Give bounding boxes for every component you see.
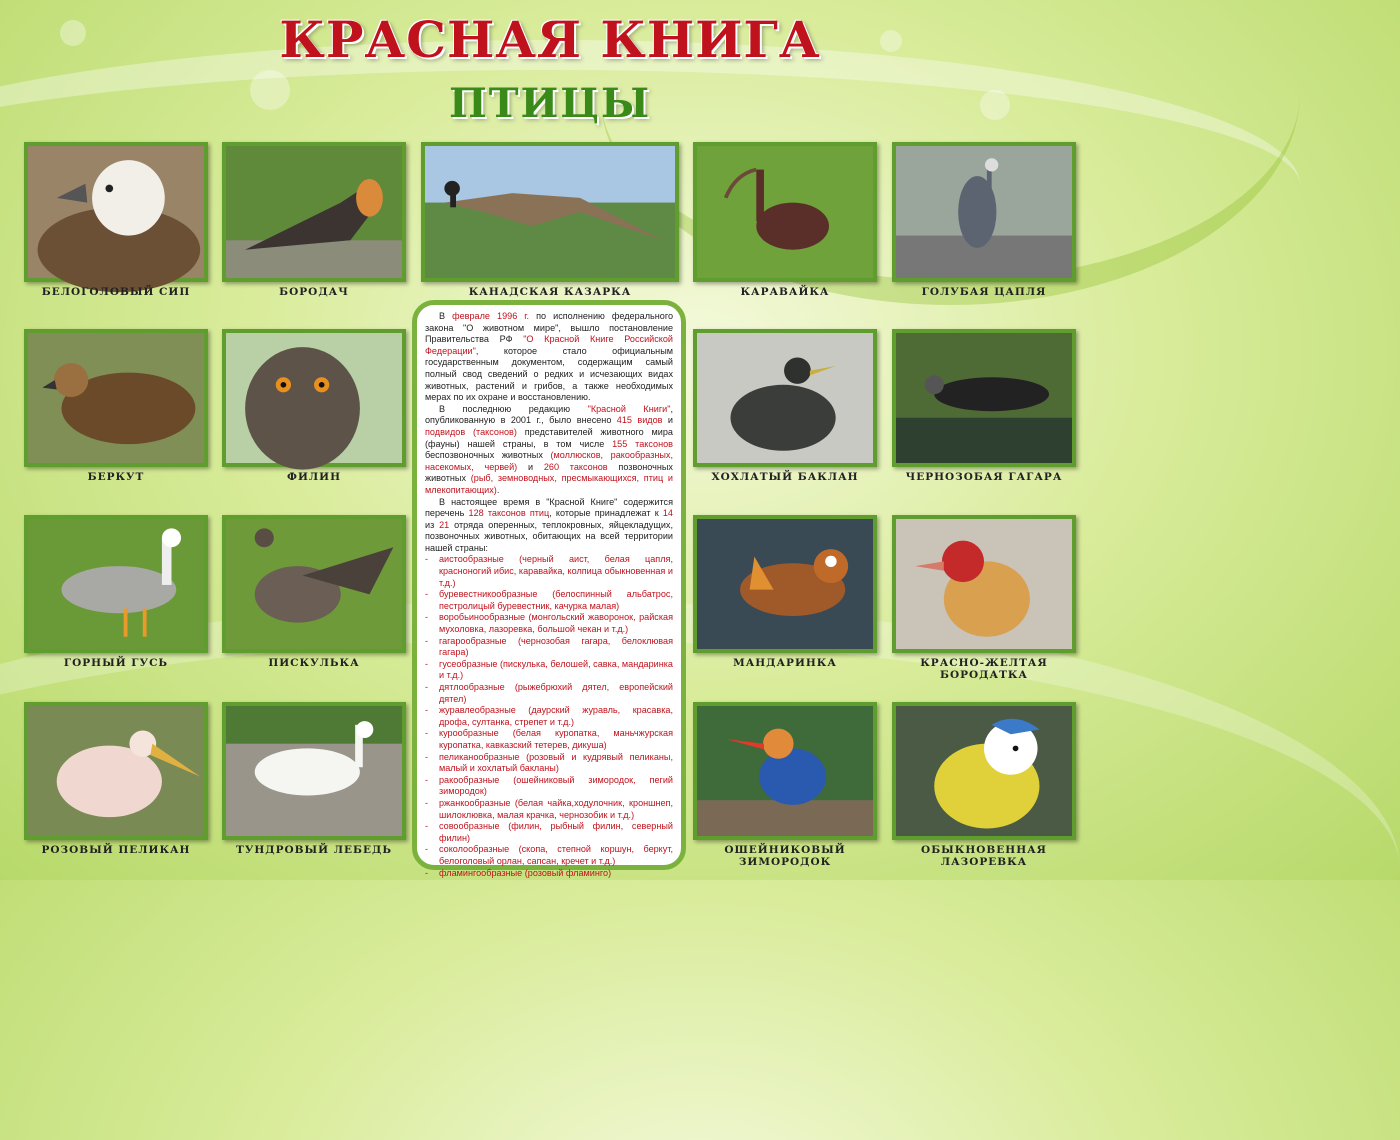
text-highlight: 128 таксонов птиц bbox=[468, 508, 550, 519]
bird-caption: БОРОДАЧ bbox=[279, 286, 349, 298]
order-list-item bbox=[425, 844, 673, 867]
text-highlight: 21 bbox=[439, 519, 450, 530]
list-text: соколообразные (скопа, степной коршун, беркут, белоголовый орлан, сапсан, кречет и т.д.) bbox=[439, 844, 673, 866]
bird-photo bbox=[693, 329, 877, 467]
list-text: курообразные (белая куропатка, маньчжурская куропатка, кавказский тетерев, дикуша) bbox=[439, 728, 673, 750]
text-highlight: "Красной Книги" bbox=[587, 403, 671, 414]
text-highlight: 155 таксонов bbox=[612, 438, 673, 449]
bird-card-bar-headed-goose[interactable] bbox=[24, 515, 208, 669]
bird-card-great-blue-heron[interactable] bbox=[892, 142, 1076, 298]
list-text: буревестникообразные (белоспинный альбатрос, пестролицый буревестник, качурка малая) bbox=[439, 589, 673, 611]
text-fragment: беспозвоночных животных bbox=[425, 450, 551, 461]
bird-card-golden-eagle[interactable] bbox=[24, 329, 208, 483]
bird-caption: ГОРНЫЙ ГУСЬ bbox=[63, 657, 169, 669]
text-highlight: 260 таксонов bbox=[543, 461, 608, 472]
bird-caption: ТУНДРОВЫЙ ЛЕБЕДЬ bbox=[236, 844, 392, 856]
order-list-item bbox=[425, 868, 673, 880]
bird-caption: МАНДАРИНКА bbox=[733, 657, 837, 669]
list-dash: - bbox=[425, 728, 429, 739]
text-highlight: 14 bbox=[662, 508, 673, 519]
bird-photo bbox=[24, 142, 208, 282]
info-text-box bbox=[412, 300, 686, 878]
order-list-item bbox=[425, 821, 673, 844]
list-text: гусеобразные (пискулька, белошей, савка, мандаринка и т.д.) bbox=[439, 658, 673, 681]
text-fragment: , которое стало официальным государственным документом, содержащим самый полный свод сведений о редких и исчезающих видах животных, растений и грибов, а также необходимых мерах по их охране и восстановлению. bbox=[425, 345, 673, 403]
list-dash: - bbox=[425, 705, 429, 716]
list-text: дятлообразные (рыжебрюхий дятел, европейский дятел) bbox=[439, 682, 673, 704]
bird-photo bbox=[892, 142, 1076, 282]
bird-photo bbox=[892, 329, 1076, 467]
text-fragment: представителей животного мира (фауны) нашей страны, в том числе bbox=[425, 426, 673, 449]
bird-photo bbox=[222, 702, 406, 840]
bird-card-canada-goose[interactable] bbox=[421, 142, 679, 298]
text-paragraph-2 bbox=[425, 404, 673, 497]
bird-card-mandarin-duck[interactable] bbox=[693, 515, 877, 669]
text-fragment: В bbox=[439, 311, 453, 321]
text-highlight: "О Красной Книге Российской Федерации" bbox=[425, 334, 673, 356]
bird-photo bbox=[693, 515, 877, 653]
bird-caption: ЧЕРНОЗОБАЯ ГАГАРА bbox=[905, 471, 1063, 483]
list-dash: - bbox=[425, 774, 429, 785]
text-fragment: и bbox=[517, 461, 544, 472]
bird-photo bbox=[693, 142, 877, 282]
list-dash: - bbox=[425, 867, 429, 878]
bird-photo bbox=[24, 515, 208, 653]
order-list-item bbox=[425, 612, 673, 635]
bird-photo bbox=[693, 702, 877, 840]
order-list-item bbox=[425, 798, 673, 821]
text-fragment: , опубликованную в 2001 г., было внесено bbox=[425, 403, 673, 426]
text-fragment: отряда оперенных, теплокровных, яйцекладущих, позвоночных животных, обитающих на всей территории нашей страны: bbox=[425, 519, 673, 553]
bird-caption: КРАСНО-ЖЕЛТАЯ БОРОДАТКА bbox=[920, 657, 1048, 681]
text-highlight: феврале 1996 г. bbox=[452, 311, 530, 321]
bird-card-glossy-ibis[interactable] bbox=[693, 142, 877, 298]
bird-photo bbox=[222, 142, 406, 282]
list-dash: - bbox=[425, 612, 429, 623]
order-list-item bbox=[425, 589, 673, 612]
text-fragment: В настоящее время в "Красной Книге" содержится перечень bbox=[425, 496, 673, 519]
bird-card-tundra-swan[interactable] bbox=[222, 702, 406, 856]
text-paragraph-1 bbox=[425, 311, 673, 404]
bird-photo bbox=[222, 329, 406, 467]
bird-caption: ГОЛУБАЯ ЦАПЛЯ bbox=[921, 286, 1047, 298]
list-dash: - bbox=[425, 589, 429, 600]
list-text: воробьинообразные (монгольский жаворонок, райская мухоловка, лазоревка, большой чекан и т.д.) bbox=[439, 612, 673, 635]
bird-photo bbox=[222, 515, 406, 653]
list-text: ракообразные (ошейниковый зимородок, пегий зимородок) bbox=[439, 774, 673, 797]
bird-caption: ОБЫКНОВЕННАЯ ЛАЗОРЕВКА bbox=[921, 844, 1047, 868]
page-title: КРАСНАЯ КНИГА bbox=[279, 10, 821, 69]
text-highlight: подвидов (таксонов) bbox=[425, 426, 517, 437]
bird-card-red-yellow-barbet[interactable] bbox=[892, 515, 1076, 681]
bird-card-blue-tit[interactable] bbox=[892, 702, 1076, 868]
bird-caption: ОШЕЙНИКОВЫЙ ЗИМОРОДОК bbox=[724, 844, 846, 868]
text-fragment: . bbox=[496, 484, 500, 495]
bird-caption: ХОХЛАТЫЙ БАКЛАН bbox=[711, 471, 859, 483]
bird-caption: ПИСКУЛЬКА bbox=[268, 657, 360, 669]
order-list-item bbox=[425, 752, 673, 775]
list-dash: - bbox=[425, 635, 429, 646]
bird-caption: КАРАВАЙКА bbox=[740, 286, 830, 298]
order-list-item bbox=[425, 775, 673, 798]
list-text: аистообразные (черный аист, белая цапля, красноногий ибис, каравайка, колпица обыкновенная и т.д.) bbox=[439, 554, 673, 588]
text-paragraph-3 bbox=[425, 497, 673, 555]
list-text: совообразные (филин, рыбный филин, северный филин) bbox=[439, 821, 673, 843]
order-list-item bbox=[425, 728, 673, 751]
bird-card-white-headed-vulture[interactable] bbox=[24, 142, 208, 298]
background-swoosh bbox=[0, 600, 1400, 1140]
text-fragment: позвоночных животных bbox=[425, 461, 673, 484]
bird-photo bbox=[892, 702, 1076, 840]
order-list-item bbox=[425, 554, 673, 589]
bird-photo bbox=[24, 329, 208, 467]
bird-caption: КАНАДСКАЯ КАЗАРКА bbox=[468, 286, 632, 298]
bird-card-bearded-vulture[interactable] bbox=[222, 142, 406, 298]
text-fragment: из bbox=[425, 519, 440, 530]
order-list-item bbox=[425, 636, 673, 659]
list-text: пеликанообразные (розовый и кудрявый пеликаны, малый и хохлатый бакланы) bbox=[439, 751, 673, 774]
page-subtitle: ПТИЦЫ bbox=[448, 80, 652, 127]
list-dash: - bbox=[425, 682, 429, 692]
text-fragment: , которые принадлежат к bbox=[549, 508, 663, 519]
text-highlight: (рыб, земноводных, пресмыкающихся, птиц и млекопитающих) bbox=[425, 473, 674, 495]
list-dash: - bbox=[425, 844, 429, 855]
list-dash: - bbox=[425, 797, 429, 808]
list-text: журавлеобразные (даурский журавль, красавка, дрофа, султанка, стрепет и т.д.) bbox=[439, 705, 673, 727]
bird-card-african-pygmy-kingfisher[interactable] bbox=[693, 702, 877, 868]
text-highlight: (моллюсков, ракообразных, насекомых, червей) bbox=[425, 450, 673, 472]
bird-card-eagle-owl[interactable] bbox=[222, 329, 406, 483]
bird-caption: ФИЛИН bbox=[286, 471, 341, 483]
bird-card-crested-cormorant[interactable] bbox=[693, 329, 877, 483]
bird-card-black-throated-loon[interactable] bbox=[892, 329, 1076, 483]
order-list-item bbox=[425, 659, 673, 682]
list-dash: - bbox=[425, 658, 429, 669]
text-fragment: В последнюю редакцию bbox=[439, 403, 588, 414]
bird-photo bbox=[892, 515, 1076, 653]
list-text: фламингообразные (розовый фламинго) bbox=[439, 867, 612, 878]
bird-caption: БЕРКУТ bbox=[87, 471, 145, 483]
list-dash: - bbox=[425, 554, 429, 565]
list-text: гагарообразные (чернозобая гагара, белоклювая гагара) bbox=[439, 635, 673, 658]
bird-card-lesser-white-fronted-goose[interactable] bbox=[222, 515, 406, 669]
list-text: ржанкообразные (белая чайка,ходулочник, кроншнеп, шилоклювка, малая крачка, чернозобик и т.д.) bbox=[439, 797, 673, 820]
bird-caption: РОЗОВЫЙ ПЕЛИКАН bbox=[41, 844, 191, 856]
order-list-item bbox=[425, 705, 673, 728]
bird-card-great-white-pelican[interactable] bbox=[24, 702, 208, 856]
bird-photo bbox=[24, 702, 208, 840]
list-dash: - bbox=[425, 751, 429, 762]
text-fragment: и bbox=[662, 415, 673, 426]
text-fragment: по исполнению федерального закона "О животном мире", вышло постановление Правительства РФ bbox=[425, 311, 674, 345]
bird-photo bbox=[421, 142, 679, 282]
bird-caption: БЕЛОГОЛОВЫЙ СИП bbox=[41, 286, 191, 298]
order-list-item bbox=[425, 682, 673, 705]
text-highlight: 415 видов bbox=[616, 415, 663, 426]
list-dash: - bbox=[425, 821, 429, 832]
